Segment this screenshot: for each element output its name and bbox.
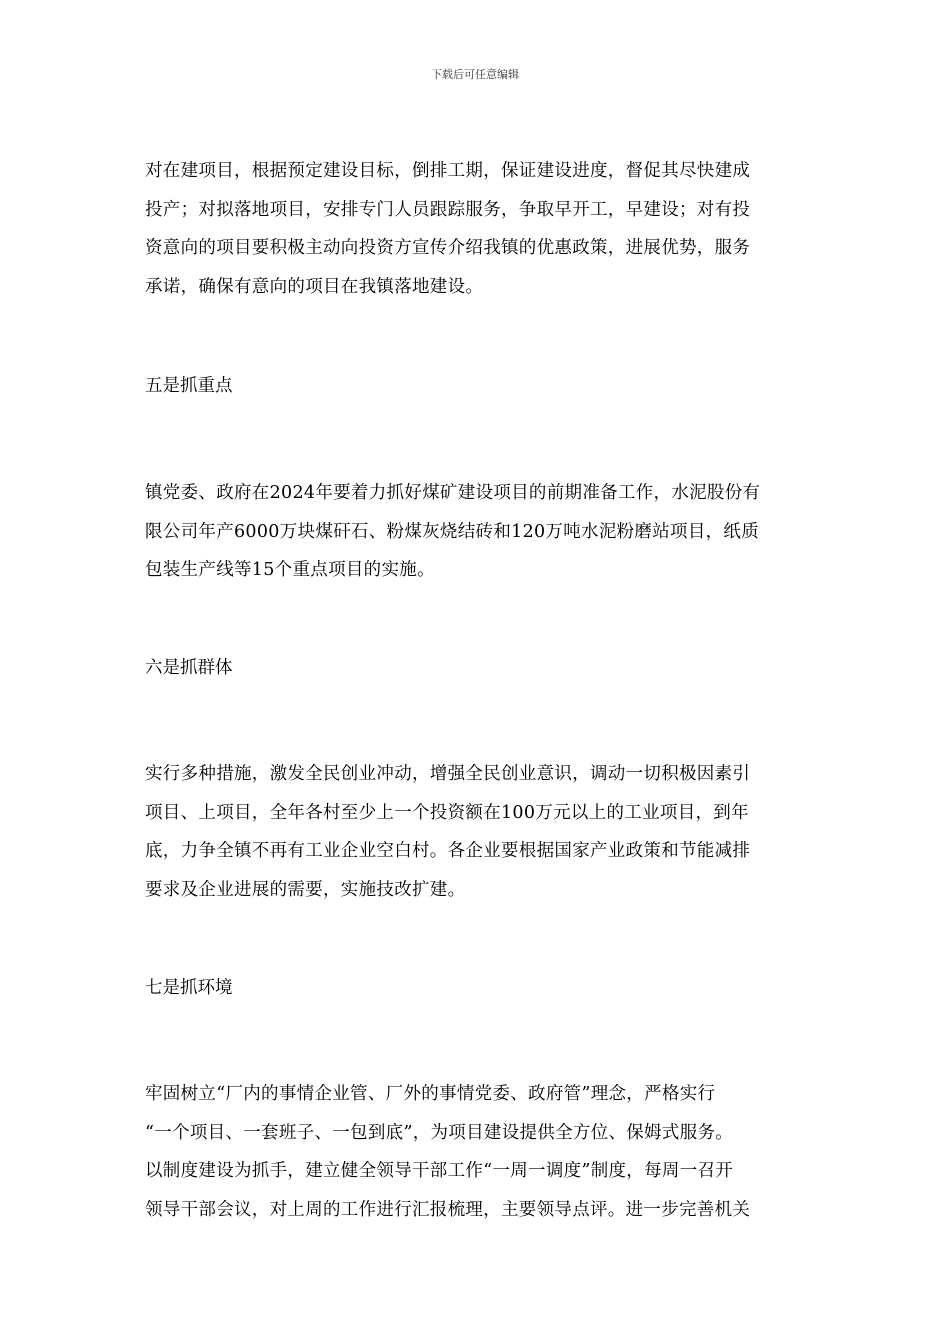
text-line: 镇党委、政府在2024年要着力抓好煤矿建设项目的前期准备工作，水泥股份有: [145, 483, 761, 503]
section-heading-6: 六是抓群体: [145, 658, 233, 678]
text-line: 对在建项目，根据预定建设目标，倒排工期，保证建设进度，督促其尽快建成: [145, 161, 751, 181]
section-heading-5: 五是抓重点: [145, 376, 233, 396]
text-line: “一个项目、一套班子、一包到底”，为项目建设提供全方位、保姆式服务。: [145, 1122, 734, 1143]
text-line: 牢固树立“厂内的事情企业管、厂外的事情党委、政府管”理念，严格实行: [145, 1084, 716, 1104]
text-line: 资意向的项目要积极主动向投资方宣传介绍我镇的优惠政策，进展优势，服务: [145, 238, 751, 258]
paragraph-projects: [145, 152, 810, 306]
paragraph-groups: [145, 755, 810, 909]
paragraph-environment: [145, 1075, 810, 1229]
text-line: 项目、上项目，全年各村至少上一个投资额在100万元以上的工业项目，到年: [145, 802, 749, 823]
text-line: 实行多种措施，激发全民创业冲动，增强全民创业意识，调动一切积极因素引: [145, 764, 751, 784]
text-line: 限公司年产6000万块煤矸石、粉煤灰烧结砖和120万吨水泥粉磨站项目，纸质: [145, 521, 760, 542]
text-line: 领导干部会议，对上周的工作进行汇报梳理，主要领导点评。进一步完善机关: [145, 1199, 751, 1220]
section-heading-7: 七是抓环境: [145, 978, 233, 998]
text-line: 底，力争全镇不再有工业企业空白村。各企业要根据国家产业政策和节能减排: [145, 841, 751, 861]
text-line: 投产；对拟落地项目，安排专门人员跟踪服务，争取早开工，早建设；对有投: [145, 199, 751, 220]
paragraph-key-projects: [145, 474, 810, 590]
page-header: 下载后可任意编辑: [431, 68, 519, 81]
text-line: 以制度建设为抓手，建立健全领导干部工作“一周一调度”制度，每周一召开: [145, 1161, 734, 1181]
text-line: 包装生产线等15个重点项目的实施。: [145, 560, 435, 580]
text-line: 承诺，确保有意向的项目在我镇落地建设。: [145, 276, 484, 297]
text-line: 要求及企业进展的需要，实施技改扩建。: [145, 879, 466, 900]
